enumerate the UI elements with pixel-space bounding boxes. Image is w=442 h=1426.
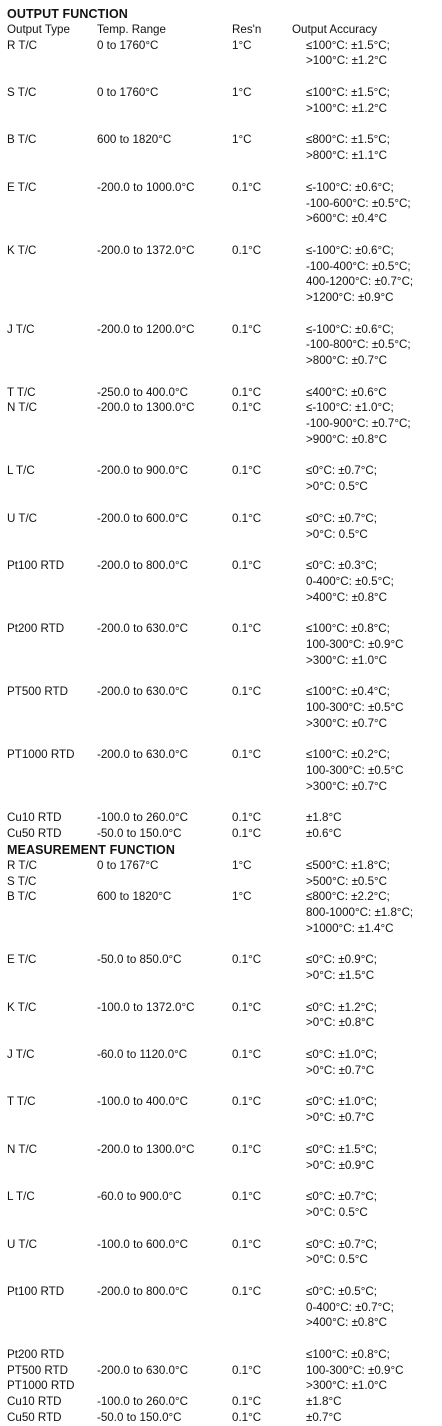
cell-resolution: 0.1°C (232, 322, 262, 336)
cell-accuracy (292, 621, 439, 668)
accuracy-line: 100-300°C: ±0.9°C (306, 1363, 404, 1377)
cell-resolution: 1°C (232, 38, 252, 52)
header-temp-range: Temp. Range (97, 23, 166, 36)
table-row (7, 1378, 439, 1394)
table-row (7, 952, 439, 983)
table-row (7, 826, 439, 842)
measurement-function-section (7, 842, 439, 1426)
cell-range: -200.0 to 1200.0°C (97, 322, 195, 336)
cell-accuracy (292, 322, 439, 369)
table-row (7, 1094, 439, 1125)
cell-type: Cu10 RTD (7, 811, 62, 825)
table-row (7, 889, 439, 936)
cell-accuracy (292, 1237, 439, 1268)
cell-range: -250.0 to 400.0°C (97, 385, 189, 399)
cell-type: E T/C (7, 953, 37, 967)
cell-type: L T/C (7, 464, 35, 478)
accuracy-line: ≤0°C: ±1.2°C; (306, 1000, 377, 1014)
accuracy-line: >300°C: ±1.0°C (306, 1379, 388, 1393)
cell-resolution: 0.1°C (232, 1395, 262, 1409)
accuracy-line: 100-300°C: ±0.5°C (306, 701, 404, 715)
cell-range: -100.0 to 400.0°C (97, 1095, 189, 1109)
cell-accuracy (292, 1347, 439, 1363)
cell-range: -100.0 to 600.0°C (97, 1237, 189, 1251)
cell-resolution: 0.1°C (232, 685, 262, 699)
cell-type: J T/C (7, 1048, 35, 1062)
accuracy-line: >400°C: ±0.8°C (306, 590, 388, 604)
accuracy-line: >300°C: ±1.0°C (306, 653, 388, 667)
cell-range: -60.0 to 1120.0°C (97, 1048, 188, 1062)
cell-range: 0 to 1767°C (97, 858, 159, 872)
accuracy-line: >0°C: 0.5°C (306, 527, 368, 541)
cell-accuracy (292, 463, 439, 494)
cell-resolution: 0.1°C (232, 243, 262, 257)
cell-type: U T/C (7, 511, 38, 525)
cell-type: L T/C (7, 1190, 35, 1204)
accuracy-line: ±0.7°C (306, 1410, 342, 1424)
table-row (7, 1047, 439, 1078)
cell-accuracy (292, 85, 439, 116)
header-output-accuracy: Output Accuracy (292, 23, 378, 36)
accuracy-line: 0-400°C: ±0.7°C; (306, 1300, 394, 1314)
cell-resolution: 0.1°C (232, 811, 262, 825)
accuracy-line: 100-300°C: ±0.5°C (306, 764, 404, 778)
accuracy-line: 400-1200°C: ±0.7°C; (306, 275, 414, 289)
accuracy-line: ≤0°C: ±0.7°C; (306, 511, 377, 525)
accuracy-line: -100-900°C: ±0.7°C; (306, 417, 411, 431)
cell-accuracy (292, 810, 439, 826)
cell-accuracy (292, 889, 439, 936)
cell-resolution: 0.1°C (232, 1237, 262, 1251)
table-row (7, 684, 439, 731)
cell-accuracy (292, 826, 439, 842)
accuracy-line: ≤800°C: ±1.5°C; (306, 133, 390, 147)
cell-range: -50.0 to 150.0°C (97, 1410, 182, 1424)
accuracy-line: ≤100°C: ±0.4°C; (306, 685, 390, 699)
cell-type: PT500 RTD (7, 685, 68, 699)
cell-range: -100.0 to 1372.0°C (97, 1000, 195, 1014)
table-row (7, 85, 439, 116)
cell-range: -50.0 to 150.0°C (97, 827, 182, 841)
cell-accuracy (292, 1047, 439, 1078)
accuracy-line: >0°C: 0.5°C (306, 1253, 368, 1267)
cell-range: 600 to 1820°C (97, 133, 172, 147)
accuracy-line: ≤0°C: ±1.0°C; (306, 1095, 377, 1109)
cell-range: -200.0 to 630.0°C (97, 1363, 189, 1377)
cell-resolution: 0.1°C (232, 401, 262, 415)
cell-accuracy (292, 1189, 439, 1220)
accuracy-line: ≤0°C: ±0.9°C; (306, 953, 377, 967)
accuracy-line: >300°C: ±0.7°C (306, 716, 388, 730)
table-row (7, 558, 439, 605)
table-row (7, 38, 439, 69)
table-row (7, 747, 439, 794)
cell-accuracy (292, 747, 439, 794)
cell-type: T T/C (7, 385, 36, 399)
accuracy-line: ≤100°C: ±0.8°C; (306, 1348, 390, 1362)
cell-accuracy (292, 1378, 439, 1394)
cell-accuracy (292, 1363, 439, 1379)
cell-accuracy (292, 684, 439, 731)
accuracy-line: >0°C: ±0.8°C (306, 1016, 375, 1030)
cell-resolution: 0.1°C (232, 1095, 262, 1109)
cell-type: Pt100 RTD (7, 1284, 65, 1298)
cell-type: J T/C (7, 322, 35, 336)
accuracy-line: ±1.8°C (306, 1395, 342, 1409)
cell-resolution: 1°C (232, 890, 252, 904)
accuracy-line: >600°C: ±0.4°C (306, 212, 388, 226)
cell-accuracy (292, 243, 439, 306)
table-row (7, 858, 439, 874)
cell-resolution: 0.1°C (232, 1363, 262, 1377)
cell-accuracy (292, 1142, 439, 1173)
table-row (7, 1363, 439, 1379)
cell-type: Pt100 RTD (7, 559, 65, 573)
accuracy-line: >0°C: ±1.5°C (306, 969, 375, 983)
cell-type: S T/C (7, 86, 37, 100)
cell-range: -200.0 to 1300.0°C (97, 401, 195, 415)
cell-accuracy (292, 385, 439, 401)
cell-range: -100.0 to 260.0°C (97, 1395, 189, 1409)
table-row (7, 1142, 439, 1173)
cell-type: Cu50 RTD (7, 827, 62, 841)
cell-resolution: 0.1°C (232, 180, 262, 194)
accuracy-line: ≤100°C: ±1.5°C; (306, 38, 390, 52)
output-table-header (7, 22, 439, 38)
cell-type: N T/C (7, 401, 38, 415)
table-row (7, 1189, 439, 1220)
accuracy-line: ≤0°C: ±0.7°C; (306, 1190, 377, 1204)
accuracy-line: ≤0°C: ±0.7°C; (306, 464, 377, 478)
cell-range: -200.0 to 900.0°C (97, 464, 189, 478)
accuracy-line: >1000°C: ±1.4°C (306, 921, 394, 935)
cell-type: Pt200 RTD (7, 622, 65, 636)
cell-range (97, 1378, 232, 1394)
cell-accuracy (292, 1410, 439, 1426)
accuracy-line: ≤0°C: ±0.7°C; (306, 1237, 377, 1251)
table-row (7, 810, 439, 826)
cell-resolution (232, 1347, 292, 1363)
cell-type: Cu50 RTD (7, 1410, 62, 1424)
cell-resolution (232, 874, 292, 890)
cell-type: K T/C (7, 1000, 37, 1014)
cell-range: -100.0 to 260.0°C (97, 811, 189, 825)
cell-range: -200.0 to 600.0°C (97, 511, 189, 525)
cell-range (97, 874, 232, 890)
table-row (7, 132, 439, 163)
cell-resolution: 0.1°C (232, 1000, 262, 1014)
table-row (7, 400, 439, 447)
accuracy-line: ≤100°C: ±0.8°C; (306, 622, 390, 636)
accuracy-line: -100-400°C: ±0.5°C; (306, 259, 411, 273)
accuracy-line: ≤0°C: ±1.5°C; (306, 1142, 377, 1156)
accuracy-line: ≤100°C: ±0.2°C; (306, 748, 390, 762)
accuracy-line: ≤0°C: ±0.3°C; (306, 559, 377, 573)
accuracy-line: ≤500°C: ±1.8°C; (306, 858, 390, 872)
table-row (7, 1284, 439, 1331)
table-row (7, 1410, 439, 1426)
cell-resolution: 0.1°C (232, 385, 262, 399)
cell-type: N T/C (7, 1142, 38, 1156)
cell-accuracy (292, 1094, 439, 1125)
accuracy-line: >0°C: ±0.7°C (306, 1063, 375, 1077)
accuracy-line: ≤100°C: ±1.5°C; (306, 86, 390, 100)
table-row (7, 463, 439, 494)
cell-resolution: 0.1°C (232, 1048, 262, 1062)
cell-range: -200.0 to 630.0°C (97, 685, 189, 699)
cell-range: 0 to 1760°C (97, 86, 159, 100)
cell-resolution: 0.1°C (232, 748, 262, 762)
cell-resolution: 0.1°C (232, 953, 262, 967)
cell-range: -200.0 to 1000.0°C (97, 180, 195, 194)
cell-range: -60.0 to 900.0°C (97, 1190, 182, 1204)
accuracy-line: >900°C: ±0.8°C (306, 432, 388, 446)
accuracy-line: >100°C: ±1.2°C (306, 101, 388, 115)
cell-type: B T/C (7, 890, 37, 904)
cell-resolution (232, 1378, 292, 1394)
cell-type: Cu10 RTD (7, 1395, 62, 1409)
cell-range: -200.0 to 1372.0°C (97, 243, 195, 257)
cell-range: -200.0 to 800.0°C (97, 1284, 189, 1298)
cell-resolution: 1°C (232, 86, 252, 100)
accuracy-line: ≤0°C: ±0.5°C; (306, 1284, 377, 1298)
table-row (7, 1347, 439, 1363)
cell-accuracy (292, 400, 439, 447)
table-row (7, 385, 439, 401)
accuracy-line: ±1.8°C (306, 811, 342, 825)
accuracy-line: ≤0°C: ±1.0°C; (306, 1048, 377, 1062)
cell-resolution: 0.1°C (232, 1410, 262, 1424)
cell-type: Pt200 RTD (7, 1348, 65, 1362)
cell-range: -200.0 to 1300.0°C (97, 1142, 195, 1156)
cell-range: 0 to 1760°C (97, 38, 159, 52)
header-output-type: Output Type (7, 23, 70, 36)
cell-resolution: 0.1°C (232, 1284, 262, 1298)
table-row (7, 874, 439, 890)
cell-resolution: 0.1°C (232, 827, 262, 841)
cell-accuracy (292, 858, 439, 874)
accuracy-line: ≤-100°C: ±0.6°C; (306, 180, 394, 194)
cell-range: -200.0 to 800.0°C (97, 559, 189, 573)
table-row (7, 1394, 439, 1410)
accuracy-line: ≤-100°C: ±0.6°C; (306, 243, 394, 257)
accuracy-line: >400°C: ±0.8°C (306, 1316, 388, 1330)
table-row (7, 1237, 439, 1268)
cell-type: R T/C (7, 858, 38, 872)
accuracy-line: ≤-100°C: ±0.6°C; (306, 322, 394, 336)
cell-type: E T/C (7, 180, 37, 194)
accuracy-line: >100°C: ±1.2°C (306, 54, 388, 68)
cell-accuracy (292, 180, 439, 227)
accuracy-line: ≤400°C: ±0.6°C (306, 385, 387, 399)
cell-type: K T/C (7, 243, 37, 257)
cell-resolution: 1°C (232, 858, 252, 872)
cell-accuracy (292, 952, 439, 983)
accuracy-line: 0-400°C: ±0.5°C; (306, 574, 394, 588)
cell-accuracy (292, 874, 439, 890)
output-table-body (7, 38, 439, 842)
output-function-section (7, 6, 439, 842)
measurement-table-body (7, 858, 439, 1426)
cell-accuracy (292, 132, 439, 163)
cell-range: -200.0 to 630.0°C (97, 748, 189, 762)
cell-type: S T/C (7, 874, 37, 888)
spec-sheet (7, 6, 439, 1426)
cell-accuracy (292, 38, 439, 69)
table-row (7, 1000, 439, 1031)
cell-range: -50.0 to 850.0°C (97, 953, 182, 967)
cell-resolution: 0.1°C (232, 559, 262, 573)
cell-resolution: 0.1°C (232, 1142, 262, 1156)
accuracy-line: >500°C: ±0.5°C (306, 874, 388, 888)
accuracy-line: >800°C: ±1.1°C (306, 149, 388, 163)
cell-resolution: 1°C (232, 133, 252, 147)
cell-type: PT1000 RTD (7, 748, 75, 762)
cell-type: T T/C (7, 1095, 36, 1109)
accuracy-line: >300°C: ±0.7°C (306, 779, 388, 793)
cell-type: PT500 RTD (7, 1363, 68, 1377)
header-resolution: Res'n (232, 23, 262, 36)
accuracy-line: 800-1000°C: ±1.8°C; (306, 905, 414, 919)
cell-resolution: 0.1°C (232, 511, 262, 525)
table-row (7, 621, 439, 668)
cell-type: R T/C (7, 38, 38, 52)
cell-accuracy (292, 511, 439, 542)
cell-resolution: 0.1°C (232, 622, 262, 636)
cell-accuracy (292, 1394, 439, 1410)
accuracy-line: >1200°C: ±0.9°C (306, 290, 394, 304)
cell-type: U T/C (7, 1237, 38, 1251)
accuracy-line: 100-300°C: ±0.9°C (306, 637, 404, 651)
table-row (7, 243, 439, 306)
cell-accuracy (292, 558, 439, 605)
accuracy-line: >0°C: 0.5°C (306, 1205, 368, 1219)
cell-resolution: 0.1°C (232, 464, 262, 478)
cell-type: PT1000 RTD (7, 1379, 75, 1393)
cell-range (97, 1347, 232, 1363)
accuracy-line: >0°C: ±0.7°C (306, 1111, 375, 1125)
table-row (7, 322, 439, 369)
accuracy-line: -100-600°C: ±0.5°C; (306, 196, 411, 210)
section-title-measurement: MEASUREMENT FUNCTION (7, 842, 175, 857)
accuracy-line: >800°C: ±0.7°C (306, 354, 388, 368)
table-row (7, 511, 439, 542)
section-title-output: OUTPUT FUNCTION (7, 7, 128, 21)
cell-resolution: 0.1°C (232, 1190, 262, 1204)
accuracy-line: ≤800°C: ±2.2°C; (306, 890, 390, 904)
cell-range: -200.0 to 630.0°C (97, 622, 189, 636)
accuracy-line: >0°C: 0.5°C (306, 480, 368, 494)
accuracy-line: ≤-100°C: ±1.0°C; (306, 401, 394, 415)
accuracy-line: -100-800°C: ±0.5°C; (306, 338, 411, 352)
cell-accuracy (292, 1000, 439, 1031)
cell-accuracy (292, 1284, 439, 1331)
accuracy-line: ±0.6°C (306, 827, 342, 841)
cell-type: B T/C (7, 133, 37, 147)
cell-range: 600 to 1820°C (97, 890, 172, 904)
accuracy-line: >0°C: ±0.9°C (306, 1158, 375, 1172)
table-row (7, 180, 439, 227)
